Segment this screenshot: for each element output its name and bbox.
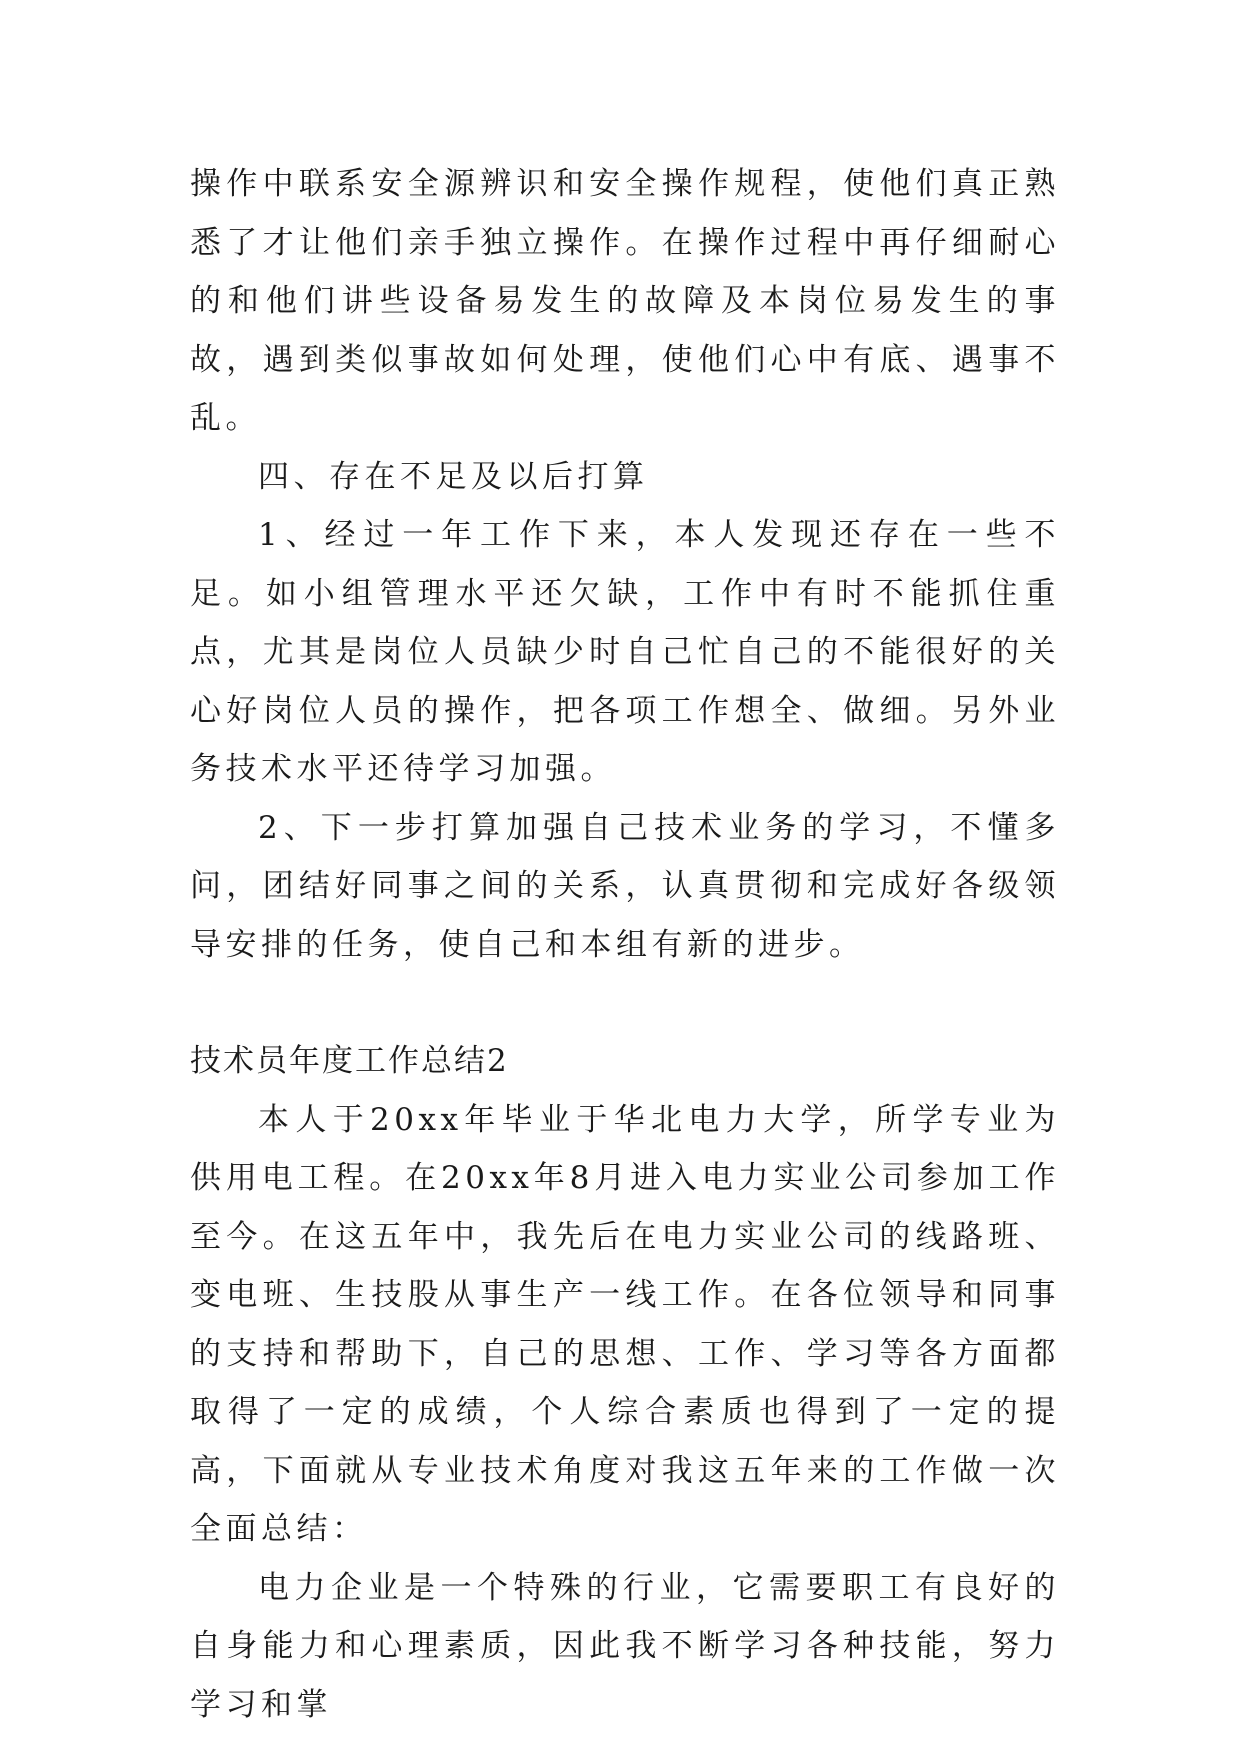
paragraph-safety-training: 操作中联系安全源辨识和安全操作规程，使他们真正熟悉了才让他们亲手独立操作。在操作过程中再仔细耐心的和他们讲些设备易发生的故障及本岗位易发生的事故，遇到类似事故如何处理，使他们心中有底、遇事不乱。: [190, 166, 1060, 436]
document-body: [190, 155, 1060, 1734]
paragraph-intro: 本人于20xx年毕业于华北电力大学，所学专业为供用电工程。在20xx年8月进入电力实业公司参加工作至今。在这五年中，我先后在电力实业公司的线路班、变电班、生技股从事生产一线工作。在各位领导和同事的支持和帮助下，自己的思想、工作、学习等各方面都取得了一定的成绩，个人综合素质也得到了一定的提高，下面就从专业技术角度对我这五年来的工作做一次全面总结：: [190, 1101, 1060, 1547]
section-title: 技术员年度工作总结2: [190, 1043, 509, 1079]
paragraph-next-steps: 2、下一步打算加强自己技术业务的学习，不懂多问，团结好同事之间的关系，认真贯彻和完成好各级领导安排的任务，使自己和本组有新的进步。: [190, 809, 1060, 963]
paragraph-shortcomings: 1、经过一年工作下来，本人发现还存在一些不足。如小组管理水平还欠缺，工作中有时不能抓住重点，尤其是岗位人员缺少时自己忙自己的不能很好的关心好岗位人员的操作，把各项工作想全、做细。另外业务技术水平还待学习加强。: [190, 517, 1060, 787]
heading-shortcomings-plans: 四、存在不足及以后打算: [258, 458, 649, 495]
paragraph-power-industry: 电力企业是一个特殊的行业，它需要职工有良好的自身能力和心理素质，因此我不断学习各种技能，努力学习和掌: [190, 1569, 1060, 1723]
